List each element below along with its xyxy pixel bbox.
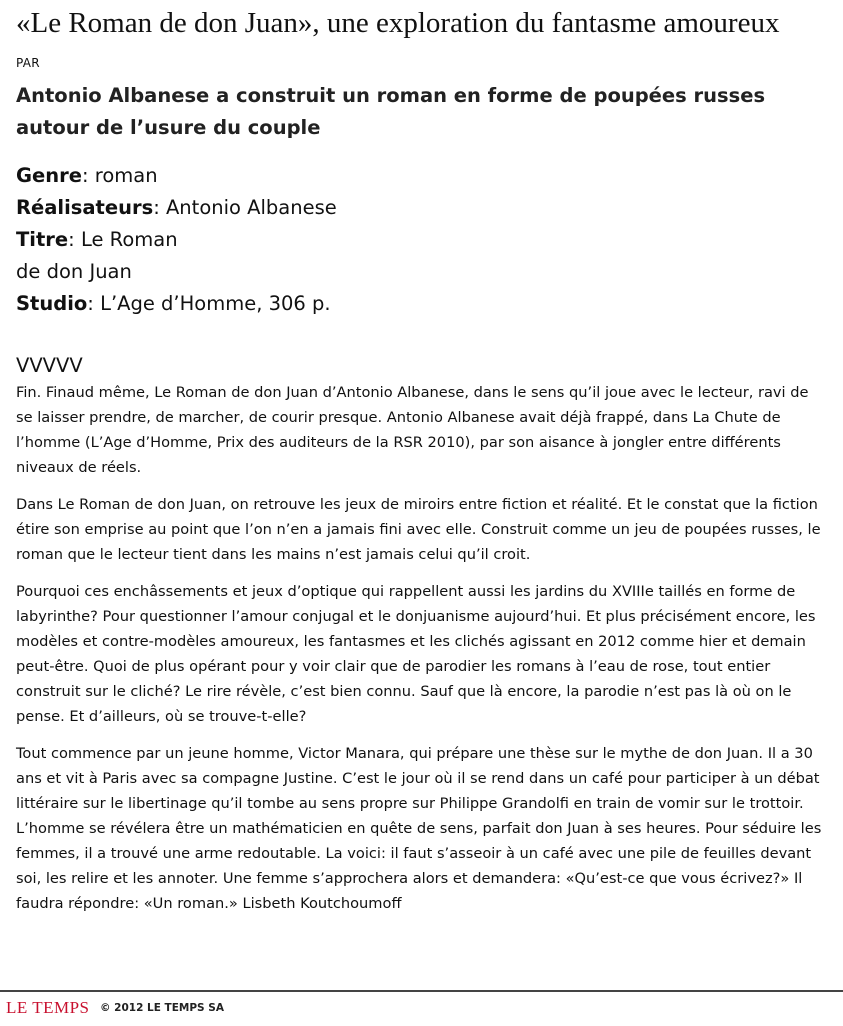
body-paragraph: Fin. Finaud même, Le Roman de don Juan d’Antonio Albanese, dans le sens qu’il joue avec le lecteur, ravi de se laisser prendre, de marcher, de courir presque. Antonio Albanese avait déjà frappé, dans La Chute de l’homme (L’Age d’Homme, Prix des auditeurs de la RSR 2010), par son aisance à jongler entre différents niveaux de réels.: [16, 384, 809, 476]
page-footer: [0, 990, 843, 1026]
byline: PAR: [16, 56, 40, 70]
meta-genre: Genre: roman: [16, 164, 158, 187]
meta-authors-value: Antonio Albanese: [165, 196, 337, 219]
meta-title: Titre: Le Roman: [16, 228, 178, 251]
meta-studio-value: L’Age d’Homme, 306 p.: [100, 292, 331, 315]
article-lead: Antonio Albanese a construit un roman en forme de poupées russes autour de l’usure du couple: [16, 84, 766, 139]
body-paragraph: Tout commence par un jeune homme, Victor Manara, qui prépare une thèse sur le mythe de don Juan. Il a 30 ans et vit à Paris avec sa compagne Justine. C’est le jour où il se rend dans un café pour participer à un débat littéraire sur le libertinage qu’il tombe au sens propre sur Philippe Grandolfi en train de vomir sur le trottoir. L’homme se révélera être un mathématicien en quête de sens, parfait don Juan à ses heures. Pour séduire les femmes, il a trouvé une arme redoutable. La voici: il faut s’asseoir à un café avec une pile de feuilles devant soi, les relire et les annoter. Une femme s’approchera alors et demandera: «Qu’est-ce que vous écrivez?» Il faudra répondre: «Un roman.» Lisbeth Koutchoumoff: [16, 745, 822, 912]
article-title: «Le Roman de don Juan», une exploration du fantasme amoureux: [16, 7, 780, 39]
meta-studio-label: Studio: [16, 292, 88, 315]
meta-title-value-line1: Le Roman: [80, 228, 178, 251]
book-metadata: [16, 160, 822, 320]
section-heading: VVVVV: [16, 354, 83, 377]
meta-title-cont: de don Juan: [16, 260, 132, 283]
copyright-notice: © 2012 LE TEMPS SA: [100, 1002, 224, 1014]
meta-genre-value: roman: [94, 164, 158, 187]
article: [16, 8, 822, 928]
le-temps-logo: LE TEMPS: [6, 998, 90, 1017]
meta-studio: Studio: L’Age d’Homme, 306 p.: [16, 292, 331, 315]
body-paragraph: Pourquoi ces enchâssements et jeux d’optique qui rappellent aussi les jardins du XVIIIe taillés en forme de labyrinthe? Pour questionner l’amour conjugal et le donjuanisme aujourd’hui. Et plus précisément encore, les modèles et contre-modèles amoureux, les fantasmes et les clichés agissant en 2012 comme hier et demain peut-être. Quoi de plus opérant pour y voir clair que de parodier les romans à l’eau de rose, tout entier construit sur le cliché? Le rire révèle, c’est bien connu. Sauf que là encore, la parodie n’est pas là où on le pense. Et d’ailleurs, où se trouve-t-elle?: [16, 583, 816, 725]
body-paragraph: Dans Le Roman de don Juan, on retrouve les jeux de miroirs entre fiction et réalité. Et le constat que la fiction étire son emprise au point que l’on n’en a jamais fini avec elle. Construit comme un jeu de poupées russes, le roman que le lecteur tient dans les mains n’est jamais celui qu’il croit.: [16, 496, 821, 563]
meta-authors-label: Réalisateurs: [16, 196, 154, 219]
meta-authors: Réalisateurs: Antonio Albanese: [16, 196, 337, 219]
meta-genre-label: Genre: [16, 164, 82, 187]
meta-title-label: Titre: [16, 228, 69, 251]
